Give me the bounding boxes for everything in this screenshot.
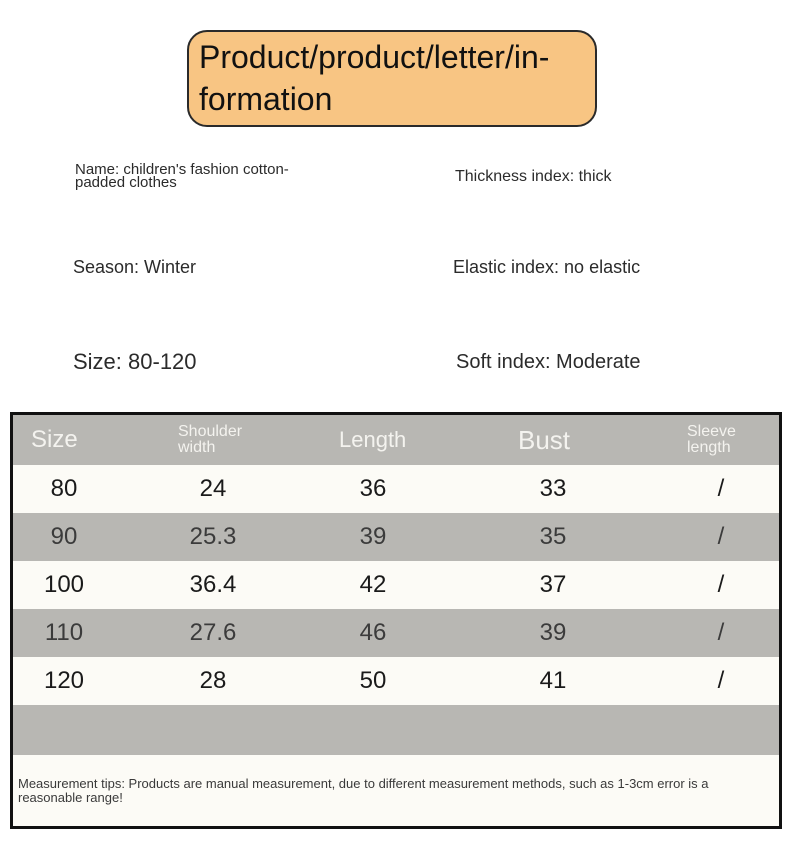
title-banner <box>187 30 597 127</box>
thickness-index: Thickness index: thick <box>455 168 612 185</box>
cell-length: 36 <box>359 475 387 502</box>
cell-size: 100 <box>43 571 85 598</box>
header-sleeve-length-line-1: Sleeve <box>687 423 736 440</box>
cell-length: 42 <box>359 571 387 598</box>
header-shoulder-width-line-2: width <box>178 439 216 456</box>
cell-bust: 35 <box>539 523 567 550</box>
header-shoulder-width <box>178 415 242 465</box>
cell-sleeve-length: / <box>717 571 725 598</box>
title-line-1: Product/product/letter/in- <box>199 39 550 75</box>
cell-size: 110 <box>44 619 84 646</box>
product-name <box>75 163 335 189</box>
elastic-index: Elastic index: no elastic <box>453 257 641 277</box>
size-range: Size: 80-120 <box>73 349 197 374</box>
cell-size: 90 <box>50 523 78 550</box>
header-length: Length <box>339 427 407 452</box>
cell-shoulder-width: 24 <box>199 475 227 502</box>
table-row <box>13 465 779 513</box>
soft-index: Soft index: Moderate <box>456 351 641 373</box>
header-bust: Bust <box>518 424 571 455</box>
cell-sleeve-length: / <box>717 667 725 694</box>
title-line-2: formation <box>199 81 333 117</box>
season: Season: Winter <box>73 257 197 277</box>
cell-sleeve-length: / <box>717 475 725 502</box>
size-table <box>10 412 782 829</box>
empty-table-row <box>13 705 779 755</box>
table-row <box>13 513 779 561</box>
cell-bust: 41 <box>539 667 567 694</box>
header-shoulder-width-line-1: Shoulder <box>178 423 243 440</box>
header-sleeve-length <box>687 415 736 465</box>
cell-length: 39 <box>359 523 387 550</box>
header-size: Size <box>31 426 78 453</box>
cell-size: 120 <box>43 667 85 694</box>
cell-bust: 39 <box>539 619 567 646</box>
table-header <box>13 415 779 465</box>
cell-shoulder-width: 36.4 <box>189 571 237 598</box>
cell-bust: 37 <box>539 571 567 598</box>
cell-length: 46 <box>359 619 387 646</box>
cell-sleeve-length: / <box>717 523 725 550</box>
table-row <box>13 561 779 609</box>
cell-shoulder-width: 27.6 <box>189 619 237 646</box>
cell-bust: 33 <box>539 475 567 502</box>
table-row <box>13 609 779 657</box>
product-name-line-1: Name: children's fashion cotton- <box>75 161 289 178</box>
cell-shoulder-width: 28 <box>199 667 227 694</box>
cell-shoulder-width: 25.3 <box>189 523 237 550</box>
cell-sleeve-length: / <box>717 619 725 646</box>
header-sleeve-length-line-2: length <box>687 439 731 456</box>
measurement-tips: Measurement tips: Products are manual measurement, due to different measurement methods, such as 1-3cm error is a reasonable range! <box>18 776 709 805</box>
cell-size: 80 <box>50 475 78 502</box>
cell-length: 50 <box>359 667 387 694</box>
table-row <box>13 657 779 705</box>
product-name-line-2: padded clothes <box>75 174 177 191</box>
